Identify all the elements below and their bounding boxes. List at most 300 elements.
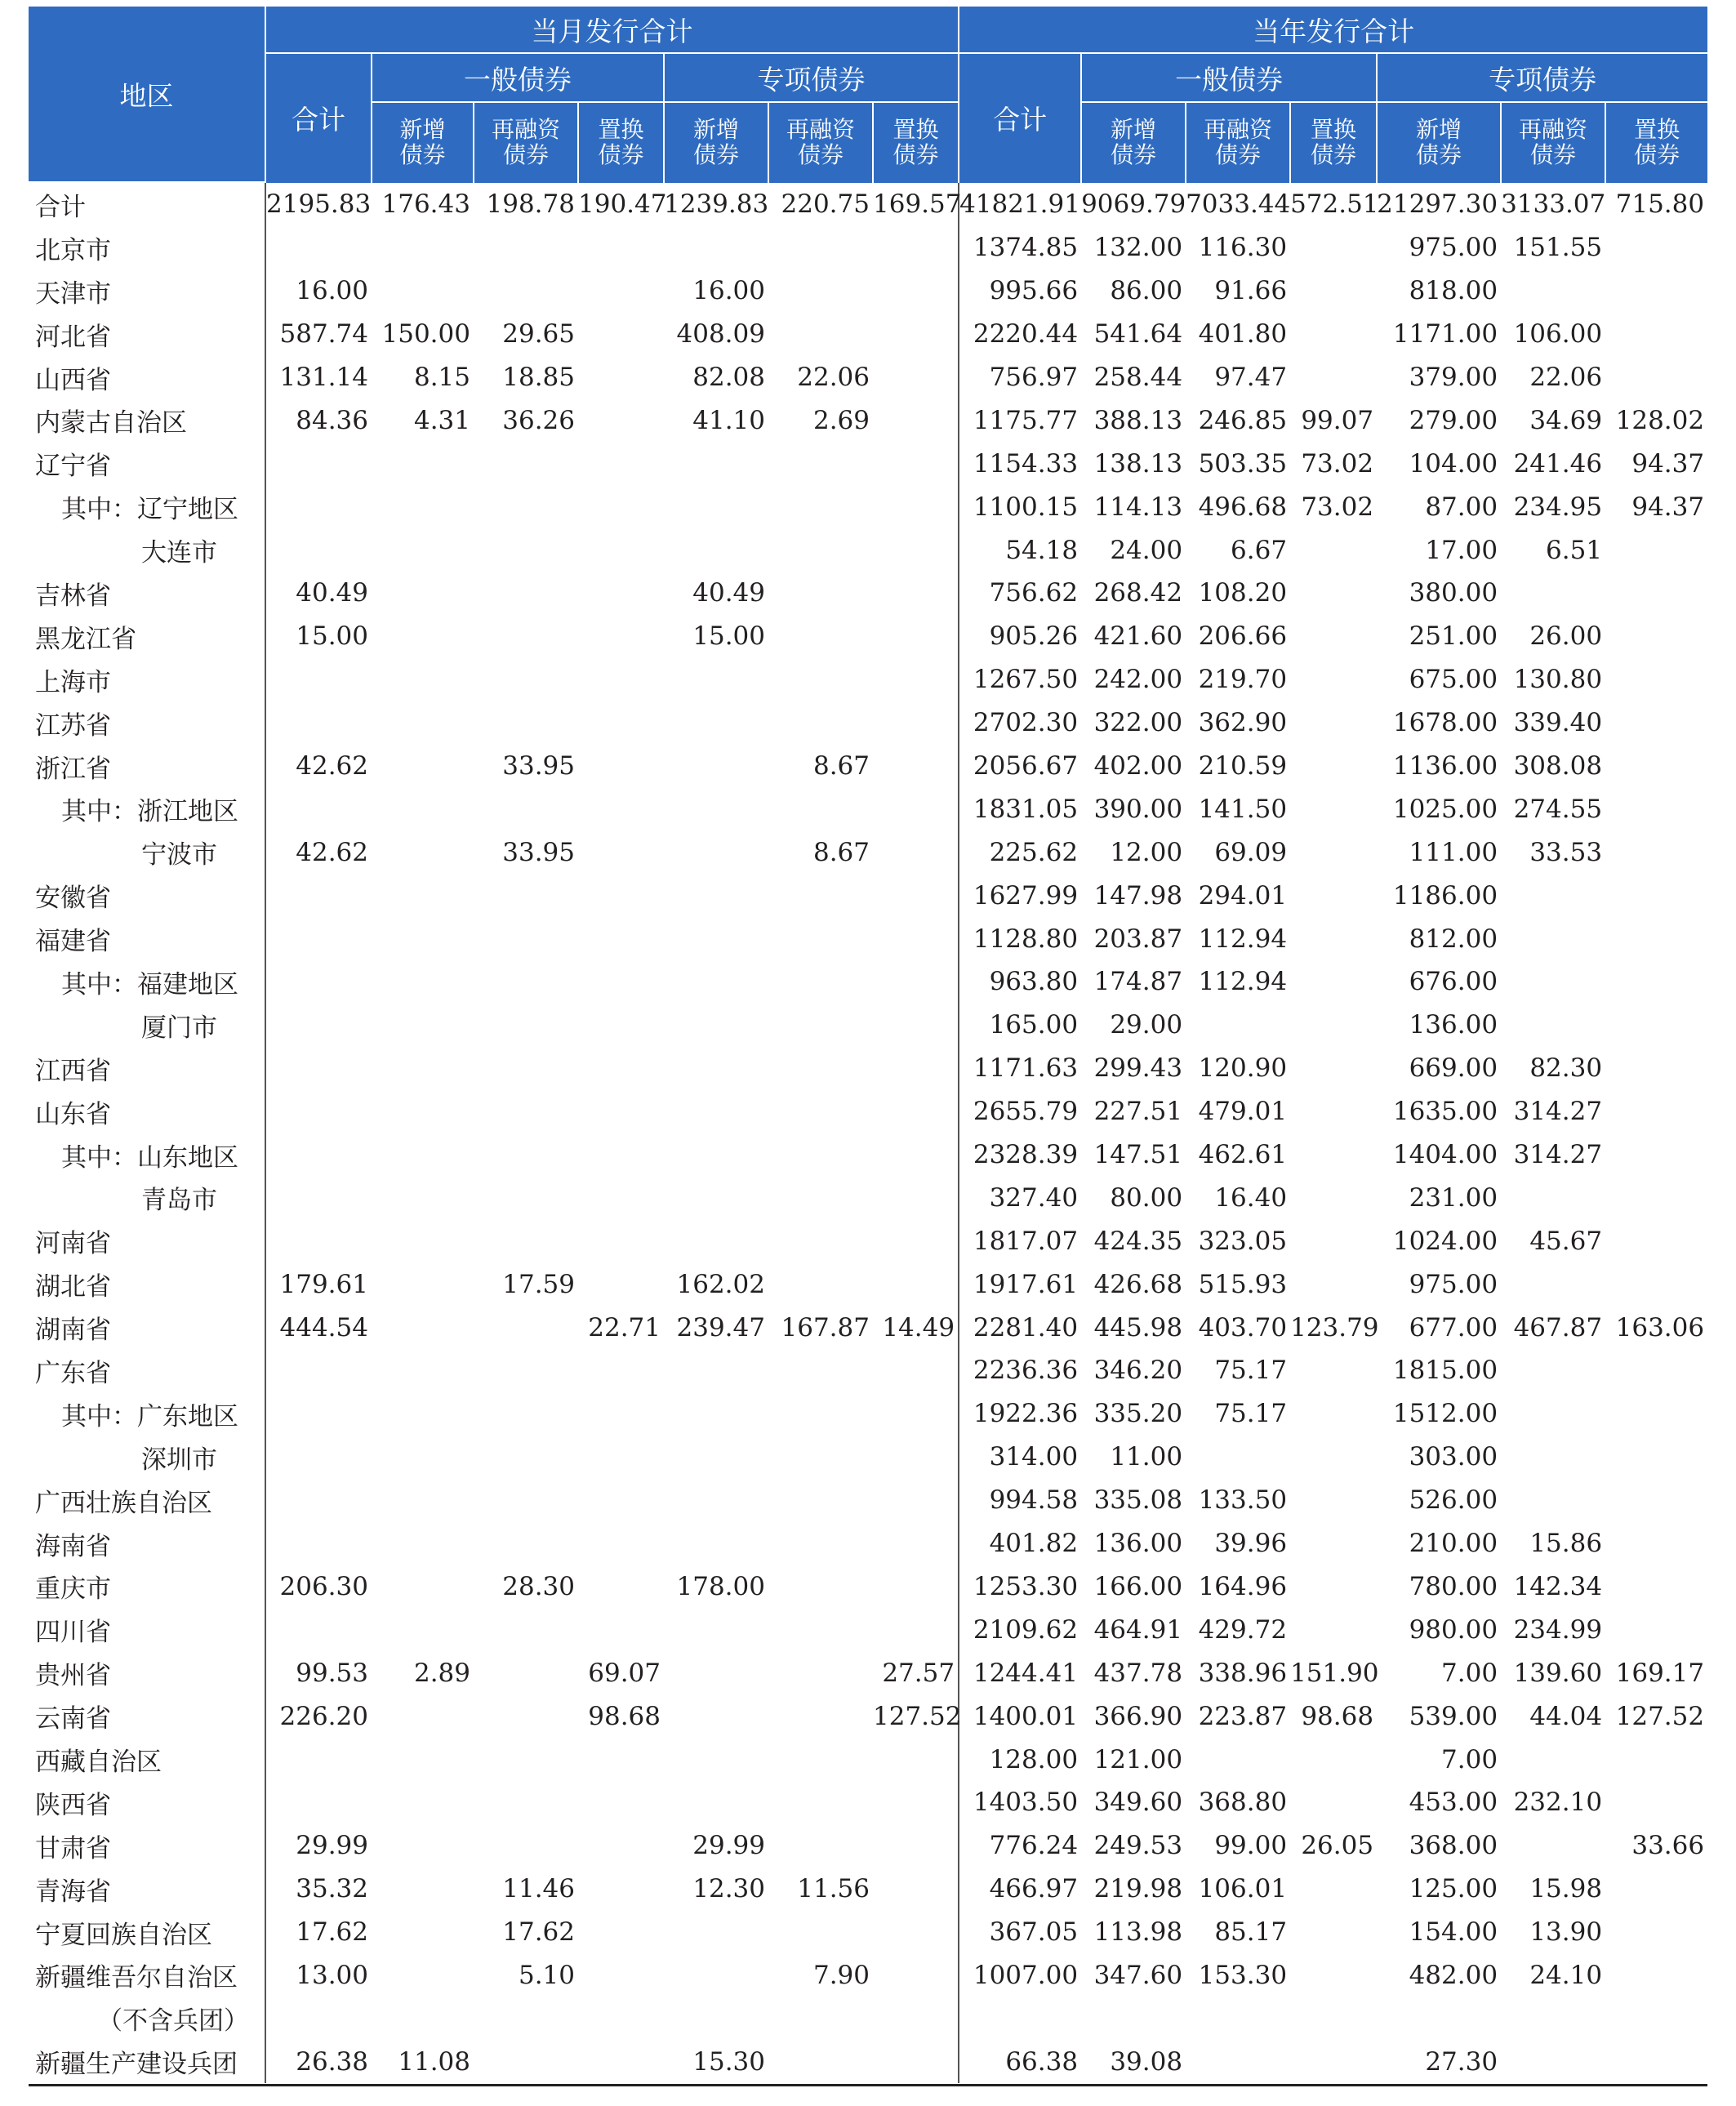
value-cell [372, 1608, 474, 1651]
value-cell: 1831.05 [973, 794, 1079, 824]
value-cell: 14.49 [873, 1306, 959, 1349]
value-cell: 677.00 [1409, 1312, 1498, 1342]
value-cell: 91.66 [1214, 276, 1288, 306]
value-cell [265, 1047, 372, 1090]
value-cell [474, 917, 578, 960]
value-cell [578, 313, 664, 356]
value-cell [1501, 1349, 1605, 1392]
value-cell [578, 572, 664, 615]
value-cell [1605, 1349, 1707, 1392]
table-row [29, 1565, 1707, 1609]
value-cell [873, 572, 959, 615]
value-cell [265, 960, 372, 1004]
value-cell [768, 1824, 873, 1868]
value-cell [1290, 1911, 1377, 1954]
value-cell [1290, 1392, 1377, 1436]
value-cell: 11.00 [1110, 1442, 1183, 1472]
value-cell [1605, 1262, 1707, 1306]
value-cell: 150.00 [381, 319, 470, 350]
region-label: 厦门市 [29, 1004, 265, 1047]
value-cell: 9069.79 [1081, 182, 1186, 226]
value-cell: 153.30 [1198, 1960, 1288, 1990]
value-cell [768, 1781, 873, 1824]
value-cell [372, 1694, 474, 1738]
value-cell [474, 528, 578, 572]
value-cell: 128.02 [1615, 405, 1705, 435]
value-cell [474, 658, 578, 701]
value-cell [873, 1262, 959, 1306]
value-cell [372, 787, 474, 830]
value-cell: 7.00 [1441, 1744, 1498, 1774]
value-cell: 526.00 [1409, 1485, 1498, 1516]
value-cell [1290, 1781, 1377, 1824]
value-cell [265, 1479, 372, 1522]
table-row [29, 1738, 1707, 1781]
table-row [29, 1479, 1707, 1522]
value-cell: 780.00 [1409, 1571, 1498, 1601]
value-cell [1290, 745, 1377, 788]
value-cell: 8.15 [413, 363, 470, 392]
value-cell [664, 787, 768, 830]
value-cell: 1136.00 [1392, 751, 1498, 781]
value-cell: 73.02 [1301, 492, 1374, 522]
table-row [29, 787, 1707, 830]
value-cell [1605, 1436, 1707, 1479]
value-cell [1605, 1176, 1707, 1219]
value-cell [474, 485, 578, 528]
value-cell [664, 658, 768, 701]
month-special-new-header [664, 102, 768, 182]
value-cell [768, 658, 873, 701]
value-cell: 219.70 [1198, 665, 1288, 695]
table-row [29, 1824, 1707, 1868]
value-cell [664, 226, 768, 269]
value-cell [1605, 269, 1707, 313]
value-cell [1605, 1004, 1707, 1047]
value-cell: 1024.00 [1392, 1226, 1498, 1256]
value-cell: 44.04 [1529, 1701, 1603, 1731]
value-cell [873, 1565, 959, 1609]
value-cell [768, 1522, 873, 1565]
region-label: 天津市 [29, 269, 265, 313]
table-row [29, 398, 1707, 442]
year-special-bonds-header: 专项债券 [1377, 53, 1707, 102]
value-cell [372, 485, 474, 528]
value-cell: 994.58 [989, 1485, 1079, 1516]
value-cell [768, 1436, 873, 1479]
value-cell [1605, 1047, 1707, 1090]
value-cell [768, 1219, 873, 1262]
value-cell [1186, 1436, 1290, 1479]
value-cell: 669.00 [1409, 1053, 1498, 1084]
value-cell: 151.55 [1513, 233, 1603, 263]
value-cell: 40.49 [692, 578, 765, 608]
value-cell [578, 398, 664, 442]
region-label: 西藏自治区 [29, 1738, 265, 1781]
table-row [29, 745, 1707, 788]
value-cell [265, 701, 372, 745]
value-cell: 303.00 [1409, 1442, 1498, 1472]
region-label: 山西省 [29, 356, 265, 399]
value-cell: 274.55 [1513, 794, 1603, 824]
table-row [29, 1651, 1707, 1694]
value-cell: 94.37 [1631, 492, 1705, 522]
value-cell [578, 1090, 664, 1133]
value-cell: 5.10 [518, 1960, 575, 1990]
value-cell: 572.51 [1290, 182, 1377, 226]
region-label: 江西省 [29, 1047, 265, 1090]
value-cell [578, 528, 664, 572]
table-row [29, 1306, 1707, 1349]
value-cell [1290, 1738, 1377, 1781]
value-cell: 35.32 [296, 1874, 368, 1904]
value-cell: 12.00 [1110, 837, 1183, 867]
value-cell: 73.02 [1301, 448, 1374, 479]
value-cell: 17.62 [296, 1917, 368, 1948]
value-cell [474, 1738, 578, 1781]
value-cell [768, 313, 873, 356]
value-cell [265, 1176, 372, 1219]
table-row [29, 182, 1707, 226]
table-row [29, 442, 1707, 485]
value-cell [474, 1651, 578, 1694]
region-label: 陕西省 [29, 1781, 265, 1824]
value-cell: 151.90 [1290, 1658, 1379, 1688]
year-general-refinance-label: 再融资债券 [1204, 116, 1273, 168]
value-cell [474, 1090, 578, 1133]
value-cell [768, 572, 873, 615]
value-cell [873, 1911, 959, 1954]
value-cell [578, 1392, 664, 1436]
value-cell [474, 1997, 578, 2040]
value-cell [873, 658, 959, 701]
value-cell: 22.06 [797, 363, 870, 392]
value-cell [372, 1954, 474, 1997]
value-cell [664, 701, 768, 745]
value-cell: 138.13 [1093, 448, 1183, 479]
value-cell: 314.27 [1513, 1140, 1603, 1170]
value-cell [768, 1997, 873, 2040]
value-cell [474, 226, 578, 269]
value-cell [1605, 917, 1707, 960]
value-cell: 349.60 [1093, 1788, 1183, 1818]
value-cell: 1627.99 [973, 880, 1079, 911]
value-cell: 120.90 [1198, 1053, 1288, 1084]
value-cell [1605, 1133, 1707, 1177]
region-label: 山东省 [29, 1090, 265, 1133]
table-row [29, 658, 1707, 701]
value-cell [474, 1004, 578, 1047]
value-cell [873, 615, 959, 658]
table-row [29, 917, 1707, 960]
value-cell [1290, 1090, 1377, 1133]
region-label: 其中：山东地区 [29, 1133, 265, 1177]
value-cell: 97.47 [1214, 363, 1288, 392]
value-cell [1290, 1565, 1377, 1609]
value-cell: 2655.79 [973, 1097, 1079, 1127]
value-cell [873, 1608, 959, 1651]
value-cell: 2702.30 [973, 708, 1079, 738]
value-cell [372, 1868, 474, 1911]
year-special-refinance-label: 再融资债券 [1519, 116, 1588, 168]
value-cell: 426.68 [1093, 1269, 1183, 1299]
value-cell: 22.71 [588, 1312, 661, 1342]
value-cell [873, 1954, 959, 1997]
value-cell: 1175.77 [973, 405, 1079, 435]
value-cell [265, 1522, 372, 1565]
value-cell: 462.61 [1198, 1140, 1288, 1170]
value-cell: 165.00 [989, 1010, 1079, 1040]
value-cell [768, 1349, 873, 1392]
value-cell: 242.00 [1093, 665, 1183, 695]
value-cell [474, 1781, 578, 1824]
value-cell [1605, 2040, 1707, 2083]
region-label: 海南省 [29, 1522, 265, 1565]
bond-issuance-table [29, 7, 1707, 2083]
month-special-refinance-header [768, 102, 873, 182]
value-cell [664, 1954, 768, 1997]
value-cell [873, 1868, 959, 1911]
value-cell: 975.00 [1409, 1269, 1498, 1299]
value-cell: 13.00 [296, 1960, 368, 1990]
table-row [29, 1911, 1707, 1954]
value-cell [1377, 1997, 1501, 2040]
value-cell: 322.00 [1093, 708, 1183, 738]
value-cell: 314.27 [1513, 1097, 1603, 1127]
table-row [29, 1349, 1707, 1392]
region-label: 青海省 [29, 1868, 265, 1911]
value-cell [768, 1479, 873, 1522]
value-cell: 27.30 [1425, 2046, 1498, 2077]
region-label: 江苏省 [29, 701, 265, 745]
value-cell: 2328.39 [973, 1140, 1079, 1170]
value-cell [768, 442, 873, 485]
value-cell [873, 485, 959, 528]
value-cell: 8.67 [812, 837, 870, 867]
value-cell: 176.43 [372, 182, 474, 226]
value-cell: 515.93 [1198, 1269, 1288, 1299]
region-label: 新疆生产建设兵团 [29, 2040, 265, 2083]
value-cell [873, 830, 959, 874]
value-cell [1605, 615, 1707, 658]
value-cell [768, 615, 873, 658]
value-cell: 84.36 [296, 405, 368, 435]
value-cell: 429.72 [1198, 1614, 1288, 1645]
table-row [29, 615, 1707, 658]
value-cell: 503.35 [1198, 448, 1288, 479]
value-cell: 756.62 [989, 578, 1079, 608]
value-cell [873, 442, 959, 485]
value-cell [265, 1090, 372, 1133]
value-cell: 335.08 [1093, 1485, 1183, 1516]
table-row [29, 1047, 1707, 1090]
value-cell [1290, 1868, 1377, 1911]
region-label: 新疆维吾尔自治区 [29, 1954, 265, 1997]
region-label: 深圳市 [29, 1436, 265, 1479]
value-cell [578, 1565, 664, 1609]
value-cell [873, 1522, 959, 1565]
value-cell: 339.40 [1513, 708, 1603, 738]
year-general-refinance-header [1186, 102, 1290, 182]
value-cell [578, 1824, 664, 1868]
value-cell [265, 226, 372, 269]
value-cell: 314.00 [989, 1442, 1079, 1472]
value-cell [768, 1608, 873, 1651]
value-cell [1605, 1781, 1707, 1824]
value-cell: 1253.30 [973, 1571, 1079, 1601]
value-cell [664, 1997, 768, 2040]
value-cell: 112.94 [1198, 924, 1288, 954]
value-cell: 139.60 [1513, 1658, 1603, 1688]
value-cell: 147.98 [1093, 880, 1183, 911]
value-cell [768, 1694, 873, 1738]
value-cell: 54.18 [1005, 535, 1079, 565]
value-cell: 11.46 [502, 1874, 575, 1904]
value-cell: 347.60 [1093, 1960, 1183, 1990]
value-cell: 169.17 [1615, 1658, 1705, 1688]
value-cell: 482.00 [1409, 1960, 1498, 1990]
value-cell: 113.98 [1093, 1917, 1183, 1948]
value-cell [578, 1781, 664, 1824]
value-cell: 1025.00 [1392, 794, 1498, 824]
month-special-replace-label: 置换债券 [892, 116, 939, 168]
value-cell [768, 1262, 873, 1306]
value-cell [873, 1436, 959, 1479]
value-cell [578, 1479, 664, 1522]
value-cell [664, 1522, 768, 1565]
value-cell: 206.30 [279, 1571, 368, 1601]
value-cell [1605, 1997, 1707, 2040]
value-cell [372, 1176, 474, 1219]
value-cell [1186, 1004, 1290, 1047]
value-cell [1605, 1738, 1707, 1781]
value-cell: 1635.00 [1392, 1097, 1498, 1127]
value-cell: 41821.91 [959, 182, 1081, 226]
region-label: 其中：福建地区 [29, 960, 265, 1004]
value-cell: 94.37 [1631, 448, 1705, 479]
month-general-replace-header [578, 102, 664, 182]
value-cell [474, 269, 578, 313]
month-general-refinance-header [474, 102, 578, 182]
value-cell: 42.62 [296, 751, 368, 781]
region-header: 地区 [29, 7, 265, 182]
region-label: 宁夏回族自治区 [29, 1911, 265, 1954]
value-cell: 6.51 [1546, 535, 1603, 565]
value-cell [664, 1004, 768, 1047]
value-cell [1605, 830, 1707, 874]
table-body [29, 182, 1707, 2083]
value-cell [873, 874, 959, 917]
region-label: 青岛市 [29, 1176, 265, 1219]
value-cell [664, 1694, 768, 1738]
value-cell [1501, 1997, 1605, 2040]
region-label: 安徽省 [29, 874, 265, 917]
value-cell [1605, 226, 1707, 269]
value-cell [873, 1047, 959, 1090]
value-cell: 86.00 [1110, 276, 1183, 306]
value-cell [1501, 1392, 1605, 1436]
value-cell: 163.06 [1615, 1312, 1705, 1342]
table-row [29, 2040, 1707, 2083]
value-cell [1605, 701, 1707, 745]
value-cell: 467.87 [1513, 1312, 1603, 1342]
value-cell [664, 1738, 768, 1781]
value-cell: 388.13 [1093, 405, 1183, 435]
value-cell: 16.00 [692, 276, 765, 306]
value-cell: 69.09 [1214, 837, 1288, 867]
value-cell [372, 226, 474, 269]
value-cell [1605, 356, 1707, 399]
value-cell [474, 1047, 578, 1090]
value-cell: 147.51 [1093, 1140, 1183, 1170]
value-cell [768, 1004, 873, 1047]
value-cell [1290, 1954, 1377, 1997]
value-cell: 133.50 [1198, 1485, 1288, 1516]
value-cell: 1922.36 [973, 1399, 1079, 1429]
value-cell [1290, 226, 1377, 269]
value-cell: 366.90 [1093, 1701, 1183, 1731]
value-cell: 141.50 [1198, 794, 1288, 824]
value-cell [372, 1479, 474, 1522]
value-cell: 167.87 [781, 1312, 870, 1342]
value-cell [664, 874, 768, 917]
value-cell: 1239.83 [664, 182, 768, 226]
value-cell: 1815.00 [1392, 1356, 1498, 1386]
value-cell [578, 1176, 664, 1219]
value-cell: 26.38 [296, 2046, 368, 2077]
value-cell: 123.79 [1290, 1312, 1379, 1342]
table-row [29, 356, 1707, 399]
value-cell: 1267.50 [973, 665, 1079, 695]
value-cell [873, 528, 959, 572]
region-label: 宁波市 [29, 830, 265, 874]
value-cell [768, 1176, 873, 1219]
value-cell [1290, 1349, 1377, 1392]
value-cell: 85.17 [1214, 1917, 1288, 1948]
value-cell: 178.00 [676, 1571, 765, 1601]
value-cell: 33.95 [502, 837, 575, 867]
region-label: 福建省 [29, 917, 265, 960]
value-cell: 125.00 [1409, 1874, 1498, 1904]
value-cell [1605, 1522, 1707, 1565]
value-cell [578, 615, 664, 658]
value-cell: 776.24 [989, 1831, 1079, 1861]
region-label: 云南省 [29, 1694, 265, 1738]
value-cell [873, 1392, 959, 1436]
value-cell [265, 1219, 372, 1262]
value-cell [578, 1868, 664, 1911]
value-cell [768, 1651, 873, 1694]
month-special-new-label: 新增债券 [692, 116, 739, 168]
table-row [29, 1694, 1707, 1738]
value-cell: 1817.07 [973, 1226, 1079, 1256]
value-cell [1186, 1997, 1290, 2040]
region-label: 重庆市 [29, 1565, 265, 1609]
region-label: 内蒙古自治区 [29, 398, 265, 442]
table-row [29, 1868, 1707, 1911]
value-cell: 496.68 [1198, 492, 1288, 522]
region-label: 辽宁省 [29, 442, 265, 485]
value-cell [768, 1133, 873, 1177]
value-cell [873, 1090, 959, 1133]
value-cell [1605, 528, 1707, 572]
value-cell [768, 226, 873, 269]
table-row [29, 528, 1707, 572]
year-sum-header: 合计 [959, 53, 1081, 182]
value-cell: 3133.07 [1501, 182, 1605, 226]
value-cell: 223.87 [1198, 1701, 1288, 1731]
value-cell [1501, 1004, 1605, 1047]
